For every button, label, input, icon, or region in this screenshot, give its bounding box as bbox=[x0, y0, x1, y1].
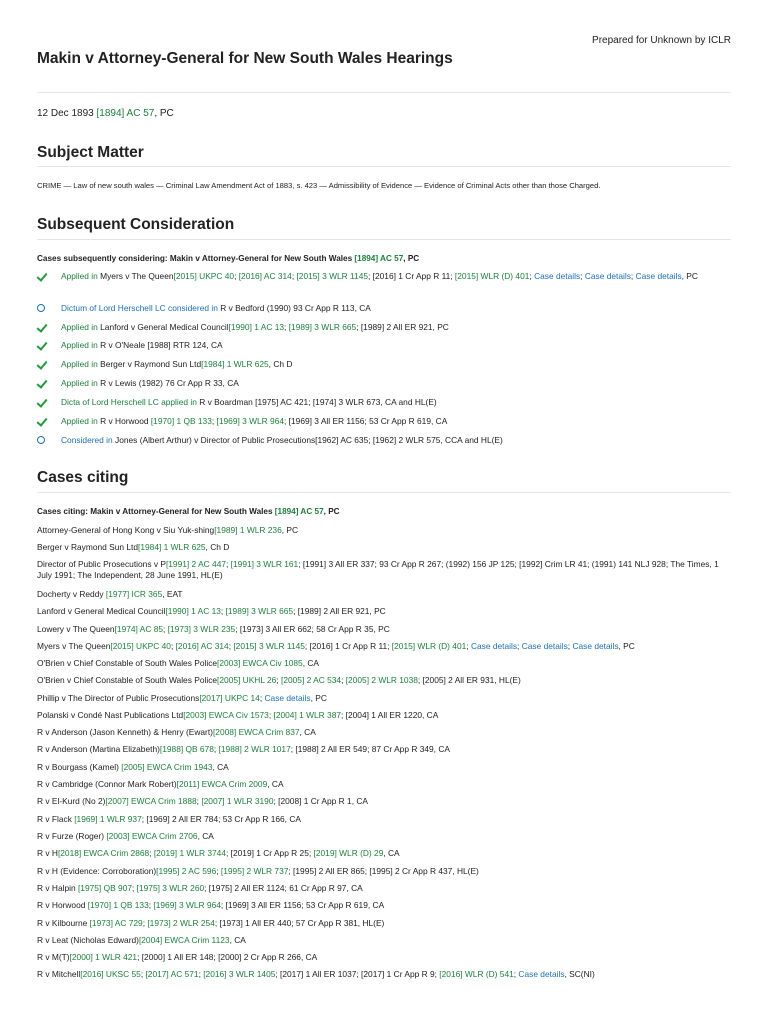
case-text: Docherty v Reddy bbox=[37, 589, 106, 599]
subsequent-label-text: Cases subsequently considering: Makin v Attorney-General for New South Wales bbox=[37, 254, 355, 263]
citation-link[interactable]: Applied in bbox=[61, 416, 101, 426]
applied-check-icon bbox=[37, 415, 61, 427]
case-text: ; bbox=[131, 883, 137, 893]
case-text: Lanford v General Medical Council bbox=[37, 606, 166, 616]
case-text: ; [1969] 3 All ER 1156; 53 Cr App R 619, CA bbox=[284, 416, 448, 426]
case-text: Jones (Albert Arthur) v Director of Public Prosecutions[1962] AC 635; [1962] 2 WLR 575, CCA and HL(E) bbox=[115, 435, 503, 445]
citation-link[interactable]: [1975] 3 WLR 260 bbox=[136, 883, 205, 893]
case-text: R v Anderson (Jason Kenneth) & Henry (Ewart) bbox=[37, 727, 213, 737]
case-text: R v Bourgass (Kamel) bbox=[37, 762, 122, 772]
citation-link[interactable]: [1989] 3 WLR 665 bbox=[288, 322, 357, 332]
cases-citing-label-citation[interactable]: [1894] AC 57 bbox=[274, 507, 324, 516]
case-text: ; bbox=[226, 559, 231, 569]
citation-link[interactable]: [2015] WLR (D) 401 bbox=[391, 641, 467, 651]
hearing-date: 12 Dec 1893 bbox=[37, 108, 97, 119]
case-text: ; bbox=[234, 271, 239, 281]
citing-case-row bbox=[37, 848, 731, 859]
cases-citing-label-court: , PC bbox=[323, 507, 340, 516]
citation-link[interactable]: [1990] 1 AC 13 bbox=[228, 322, 285, 332]
case-details-link[interactable]: Case details bbox=[584, 271, 631, 281]
citation-link[interactable]: [1995] 2 WLR 737 bbox=[220, 866, 289, 876]
case-text: ; [2016] 1 Cr App R 11; bbox=[304, 641, 392, 651]
citation-link[interactable]: [1990] 1 AC 13 bbox=[165, 606, 221, 616]
divider bbox=[37, 492, 731, 493]
case-details-link[interactable]: Case details bbox=[572, 641, 619, 651]
consideration-text bbox=[61, 377, 731, 389]
citation-link[interactable]: [2015] 3 WLR 1145 bbox=[233, 641, 305, 651]
citing-case-row bbox=[37, 658, 731, 669]
case-text: R v O'Neale [1988] RTR 124, CA bbox=[100, 340, 223, 350]
citation-link[interactable]: [2007] 1 WLR 3190 bbox=[201, 796, 274, 806]
applied-check-icon bbox=[37, 339, 61, 351]
case-text: Myers v The Queen bbox=[100, 271, 174, 281]
divider bbox=[37, 92, 731, 93]
case-text: , CA bbox=[383, 848, 400, 858]
case-text: ; bbox=[149, 848, 154, 858]
case-text: ; bbox=[170, 641, 176, 651]
case-details-link[interactable]: Considered in bbox=[61, 435, 116, 445]
case-text: R v Bedford (1990) 93 Cr App R 113, CA bbox=[220, 303, 371, 313]
hearing-citation-link[interactable]: [1894] AC 57 bbox=[96, 108, 155, 119]
citation-link[interactable]: [1989] 1 WLR 236 bbox=[214, 525, 282, 535]
citation-link[interactable]: [2003] EWCA Civ 1573 bbox=[183, 710, 269, 720]
citing-case-row bbox=[37, 589, 731, 600]
consideration-text bbox=[61, 396, 731, 408]
case-text: ; bbox=[148, 900, 154, 910]
case-text: ; [2017] 1 All ER 1037; [2017] 1 Cr App R 9; bbox=[275, 969, 440, 979]
consideration-text bbox=[61, 321, 731, 333]
applied-check-icon bbox=[37, 377, 61, 389]
case-text: R v Kilbourne bbox=[37, 918, 90, 928]
case-text: R v H bbox=[37, 848, 58, 858]
citing-case-row bbox=[37, 918, 731, 929]
case-text: ; bbox=[140, 969, 146, 979]
hearing-court: , PC bbox=[154, 108, 174, 119]
citing-case-row bbox=[37, 814, 731, 825]
case-details-link[interactable]: Dictum of Lord Herschell LC considered in bbox=[61, 303, 221, 313]
case-text: Polanski v Condé Nast Publications Ltd bbox=[37, 710, 184, 720]
subsequent-consideration-heading: Subsequent Consideration bbox=[37, 216, 235, 233]
citation-link[interactable]: Applied in bbox=[61, 378, 101, 388]
citing-case-row bbox=[37, 900, 731, 911]
case-text: R v H (Evidence: Corroboration) bbox=[37, 866, 157, 876]
case-text: R v Anderson (Martina Elizabeth) bbox=[37, 744, 160, 754]
citing-case-row bbox=[37, 710, 731, 721]
subject-matter-heading: Subject Matter bbox=[37, 144, 144, 161]
case-details-link[interactable]: Case details bbox=[264, 693, 311, 703]
case-text: ; bbox=[259, 693, 265, 703]
consideration-row bbox=[37, 339, 731, 351]
case-text: Director of Public Prosecutions v P bbox=[37, 559, 166, 569]
case-text: Attorney-General of Hong Kong v Siu Yuk-shing bbox=[37, 525, 215, 535]
case-text: R v El-Kurd (No 2) bbox=[37, 796, 106, 806]
citation-link[interactable]: [2008] EWCA Crim 837 bbox=[212, 727, 300, 737]
citation-link[interactable]: [2011] EWCA Crim 2009 bbox=[176, 779, 268, 789]
citing-case-row bbox=[37, 727, 731, 738]
case-text: ; [2019] 1 Cr App R 25; bbox=[226, 848, 314, 858]
case-text: ; [2005] 2 All ER 931, HL(E) bbox=[417, 675, 521, 685]
citation-link[interactable]: [2015] UKPC 40 bbox=[173, 271, 235, 281]
citation-link[interactable]: [2017] AC 571 bbox=[145, 969, 199, 979]
citation-link[interactable]: [2005] 2 AC 534 bbox=[281, 675, 342, 685]
citation-link[interactable]: [1977] ICR 365 bbox=[105, 589, 163, 599]
case-text: , CA bbox=[302, 658, 319, 668]
case-text: ; [1991] 3 All ER 337; 93 Cr App R 267; (1992) 156 JP 125; [1992] Crim LR 41; (1991) 141 NLJ 928; The Times, 1 July 1991; The Independent, 28 June 1991, HL(E) bbox=[37, 559, 719, 580]
case-text: , Ch D bbox=[205, 542, 230, 552]
citing-case-row bbox=[37, 744, 731, 755]
case-text: , PC bbox=[681, 271, 698, 281]
case-text: , CA bbox=[267, 779, 284, 789]
case-text: ; bbox=[198, 969, 204, 979]
consideration-text bbox=[61, 434, 731, 446]
case-text: ; bbox=[211, 416, 217, 426]
case-text: Lowery v The Queen bbox=[37, 624, 115, 634]
citation-link[interactable]: [2016] UKSC 55 bbox=[80, 969, 141, 979]
cases-citing-label-text: Cases citing: Makin v Attorney-General for New South Wales bbox=[37, 507, 275, 516]
citing-case-row bbox=[37, 559, 731, 581]
citing-case-row bbox=[37, 675, 731, 686]
consideration-row bbox=[37, 321, 731, 333]
consideration-text bbox=[61, 302, 731, 314]
case-text: ; [2000] 1 All ER 148; [2000] 2 Cr App R 266, CA bbox=[137, 952, 318, 962]
citation-link[interactable]: [1974] AC 85 bbox=[114, 624, 164, 634]
subsequent-label-citation[interactable]: [1894] AC 57 bbox=[354, 254, 404, 263]
applied-check-icon bbox=[37, 358, 61, 370]
case-details-link[interactable]: Case details bbox=[635, 271, 682, 281]
citation-link[interactable]: [2016] AC 314 bbox=[175, 641, 229, 651]
citing-case-row bbox=[37, 935, 731, 946]
case-text: , SC(NI) bbox=[564, 969, 595, 979]
citing-case-row bbox=[37, 779, 731, 790]
citation-link[interactable]: [2005] EWCA Crim 1943 bbox=[121, 762, 213, 772]
case-text: ; [2016] 1 Cr App R 11; bbox=[368, 271, 455, 281]
citation-link[interactable]: [1970] 1 QB 133 bbox=[87, 900, 149, 910]
consideration-row bbox=[37, 302, 731, 314]
case-text: ; bbox=[341, 675, 346, 685]
case-text: R v Halpin bbox=[37, 883, 78, 893]
citing-case-row bbox=[37, 606, 731, 617]
citation-link[interactable]: [1975] QB 907 bbox=[77, 883, 132, 893]
citation-link[interactable]: [1984] 1 WLR 625 bbox=[201, 359, 269, 369]
case-text: ; bbox=[196, 796, 202, 806]
citation-link[interactable]: [2016] AC 314 bbox=[238, 271, 292, 281]
case-text: ; bbox=[276, 675, 281, 685]
considered-circle-icon bbox=[37, 434, 61, 446]
citation-link[interactable]: [1973] 2 WLR 254 bbox=[147, 918, 215, 928]
case-details-link[interactable]: Case details bbox=[470, 641, 518, 651]
citation-link[interactable]: [2016] 3 WLR 1405 bbox=[203, 969, 276, 979]
case-text: ; [1973] 1 All ER 440; 57 Cr App R 381, HL(E) bbox=[214, 918, 385, 928]
case-text: ; [1973] 3 All ER 662; 58 Cr App R 35, PC bbox=[235, 624, 390, 634]
citing-case-row bbox=[37, 641, 731, 652]
case-text: , CA bbox=[212, 762, 229, 772]
applied-check-icon bbox=[37, 270, 61, 282]
consideration-row bbox=[37, 396, 731, 408]
citation-link[interactable]: [1970] 1 QB 133 bbox=[150, 416, 212, 426]
citation-link[interactable]: [2004] 1 WLR 387 bbox=[273, 710, 342, 720]
case-text: Lanford v General Medical Council bbox=[100, 322, 229, 332]
case-text: ; bbox=[630, 271, 636, 281]
case-text: ; bbox=[529, 271, 535, 281]
case-text: Berger v Raymond Sun Ltd bbox=[37, 542, 139, 552]
case-text: R v Furze (Roger) bbox=[37, 831, 107, 841]
case-text: ; [1989] 2 All ER 921, PC bbox=[293, 606, 386, 616]
case-text: , Ch D bbox=[268, 359, 293, 369]
citation-link[interactable]: [1969] 3 WLR 964 bbox=[153, 900, 221, 910]
case-text: , PC bbox=[281, 525, 299, 535]
applied-check-icon bbox=[37, 321, 61, 333]
citing-case-row bbox=[37, 693, 731, 704]
citation-link[interactable]: [2015] UKPC 40 bbox=[110, 641, 171, 651]
divider bbox=[37, 239, 731, 240]
case-text: , EAT bbox=[162, 589, 183, 599]
case-text: Myers v The Queen bbox=[37, 641, 111, 651]
case-text: ; bbox=[291, 271, 297, 281]
citation-link[interactable]: [1995] 2 AC 596 bbox=[156, 866, 217, 876]
case-text: Phillip v The Director of Public Prosecutions bbox=[37, 693, 200, 703]
citation-link[interactable]: [1988] 2 WLR 1017 bbox=[218, 744, 291, 754]
citation-link[interactable]: [2004] EWCA Crim 1123 bbox=[138, 935, 230, 945]
case-text: R v Horwood bbox=[100, 416, 151, 426]
consideration-row bbox=[37, 415, 731, 427]
citing-case-row bbox=[37, 796, 731, 807]
consideration-text bbox=[61, 339, 731, 351]
consideration-row bbox=[37, 434, 731, 446]
case-text: O'Brien v Chief Constable of South Wales Police bbox=[37, 675, 218, 685]
citation-link[interactable]: Applied in bbox=[61, 322, 101, 332]
case-text: ; [1969] 3 All ER 1156; 53 Cr App R 619, CA bbox=[220, 900, 385, 910]
case-text: R v Mitchell bbox=[37, 969, 81, 979]
case-text: ; [2004] 1 All ER 1220, CA bbox=[341, 710, 439, 720]
case-text: ; bbox=[580, 271, 585, 281]
case-details-link[interactable]: Case details bbox=[518, 969, 565, 979]
citing-case-row bbox=[37, 866, 731, 877]
citation-link[interactable]: Applied in bbox=[61, 271, 101, 281]
citation-link[interactable]: Applied in bbox=[61, 359, 101, 369]
citation-link[interactable]: [2019] WLR (D) 29 bbox=[313, 848, 384, 858]
consideration-row bbox=[37, 377, 731, 389]
subject-matter-text: CRIME — Law of new south wales — Criminal Law Amendment Act of 1883, s. 423 — Admissibility of Evidence — Evidence of Criminal Acts other than those Charged. bbox=[37, 181, 601, 190]
case-text: ; bbox=[213, 744, 219, 754]
citation-link[interactable]: Dicta of Lord Herschell LC applied in bbox=[61, 397, 200, 407]
citation-link[interactable]: [2015] WLR (D) 401 bbox=[454, 271, 530, 281]
applied-check-icon bbox=[37, 396, 61, 408]
citation-link[interactable]: [1973] 3 WLR 235 bbox=[167, 624, 236, 634]
consideration-row bbox=[37, 358, 731, 370]
citing-case-row bbox=[37, 525, 731, 536]
citation-link[interactable]: [1988] QB 678 bbox=[159, 744, 214, 754]
case-text: ; bbox=[220, 606, 226, 616]
citation-link[interactable]: [1973] AC 729 bbox=[89, 918, 143, 928]
citing-case-row bbox=[37, 762, 731, 773]
citation-link[interactable]: [1991] 2 AC 447 bbox=[165, 559, 227, 569]
subsequent-label bbox=[37, 254, 419, 263]
case-text: , CA bbox=[197, 831, 214, 841]
case-text: R v Cambridge (Connor Mark Robert) bbox=[37, 779, 177, 789]
case-text: ; bbox=[216, 866, 221, 876]
cases-citing-label bbox=[37, 507, 340, 516]
case-text: R v Flack bbox=[37, 814, 75, 824]
case-text: ; bbox=[466, 641, 471, 651]
case-text: ; [1988] 2 All ER 549; 87 Cr App R 349, CA bbox=[290, 744, 450, 754]
citation-link[interactable]: [2016] WLR (D) 541 bbox=[439, 969, 514, 979]
case-text: ; [1969] 2 All ER 784; 53 Cr App R 166, CA bbox=[141, 814, 301, 824]
cases-citing-heading: Cases citing bbox=[37, 469, 129, 486]
case-text: ; [2008] 1 Cr App R 1, CA bbox=[273, 796, 368, 806]
case-text: ; bbox=[228, 641, 234, 651]
citation-link[interactable]: Applied in bbox=[61, 340, 101, 350]
case-text: R v M(T) bbox=[37, 952, 70, 962]
citation-link[interactable]: [2015] 3 WLR 1145 bbox=[296, 271, 369, 281]
case-text: ; bbox=[517, 641, 522, 651]
case-text: , PC bbox=[310, 693, 327, 703]
citation-link[interactable]: [2005] UKHL 26 bbox=[217, 675, 277, 685]
citation-link[interactable]: [1969] 1 WLR 937 bbox=[74, 814, 142, 824]
citation-link[interactable]: [2017] UKPC 14 bbox=[199, 693, 260, 703]
case-text: , PC bbox=[618, 641, 635, 651]
case-text: R v Lewis (1982) 76 Cr App R 33, CA bbox=[100, 378, 239, 388]
case-text: ; bbox=[163, 624, 168, 634]
citation-link[interactable]: [2003] EWCA Crim 2706 bbox=[106, 831, 198, 841]
case-details-link[interactable]: Case details bbox=[534, 271, 581, 281]
considered-circle-icon bbox=[37, 302, 61, 314]
subsequent-label-court: , PC bbox=[403, 254, 420, 263]
case-text: ; bbox=[268, 710, 274, 720]
citation-link[interactable]: [1984] 1 WLR 625 bbox=[138, 542, 206, 552]
citation-link[interactable]: [2003] EWCA Civ 1085 bbox=[217, 658, 303, 668]
citing-case-row bbox=[37, 883, 731, 894]
case-text: Berger v Raymond Sun Ltd bbox=[100, 359, 202, 369]
consideration-text bbox=[61, 415, 731, 427]
citation-link[interactable]: [2018] EWCA Crim 2868 bbox=[57, 848, 150, 858]
citing-case-row bbox=[37, 952, 731, 963]
citing-case-row bbox=[37, 831, 731, 842]
citation-link[interactable]: [2005] 2 WLR 1038 bbox=[345, 675, 418, 685]
case-text: R v Leat (Nicholas Edward) bbox=[37, 935, 139, 945]
case-details-link[interactable]: Case details bbox=[521, 641, 568, 651]
consideration-text bbox=[61, 358, 731, 370]
citing-case-row bbox=[37, 624, 731, 635]
page-title: Makin v Attorney-General for New South Wales Hearings bbox=[37, 50, 453, 67]
citation-link[interactable]: [2000] 1 WLR 421 bbox=[69, 952, 138, 962]
prepared-for-note: Prepared for Unknown by ICLR bbox=[592, 35, 731, 46]
case-text: ; bbox=[142, 918, 148, 928]
citation-link[interactable]: [2007] EWCA Crim 1888 bbox=[105, 796, 197, 806]
citing-case-row bbox=[37, 969, 731, 980]
consideration-text bbox=[61, 270, 731, 282]
case-text: O'Brien v Chief Constable of South Wales Police bbox=[37, 658, 218, 668]
case-text: R v Horwood bbox=[37, 900, 88, 910]
case-text: ; bbox=[284, 322, 289, 332]
case-text: ; bbox=[567, 641, 573, 651]
hearing-line bbox=[37, 108, 174, 119]
consideration-row bbox=[37, 270, 731, 282]
case-text: , CA bbox=[299, 727, 316, 737]
citing-case-row bbox=[37, 542, 731, 553]
citation-link[interactable]: [1989] 3 WLR 665 bbox=[225, 606, 294, 616]
citation-link[interactable]: [1969] 3 WLR 964 bbox=[216, 416, 285, 426]
case-text: R v Boardman [1975] AC 421; [1974] 3 WLR 673, CA and HL(E) bbox=[199, 397, 437, 407]
citation-link[interactable]: [1991] 3 WLR 161 bbox=[230, 559, 299, 569]
case-text: , CA bbox=[229, 935, 246, 945]
citation-link[interactable]: [2019] 1 WLR 3744 bbox=[153, 848, 226, 858]
divider bbox=[37, 166, 731, 167]
case-text: ; [1995] 2 All ER 865; [1995] 2 Cr App R 437, HL(E) bbox=[288, 866, 479, 876]
case-text: ; [1975] 2 All ER 1124; 61 Cr App R 97, CA bbox=[204, 883, 363, 893]
case-text: ; bbox=[513, 969, 519, 979]
case-text: ; [1989] 2 All ER 921, PC bbox=[356, 322, 449, 332]
